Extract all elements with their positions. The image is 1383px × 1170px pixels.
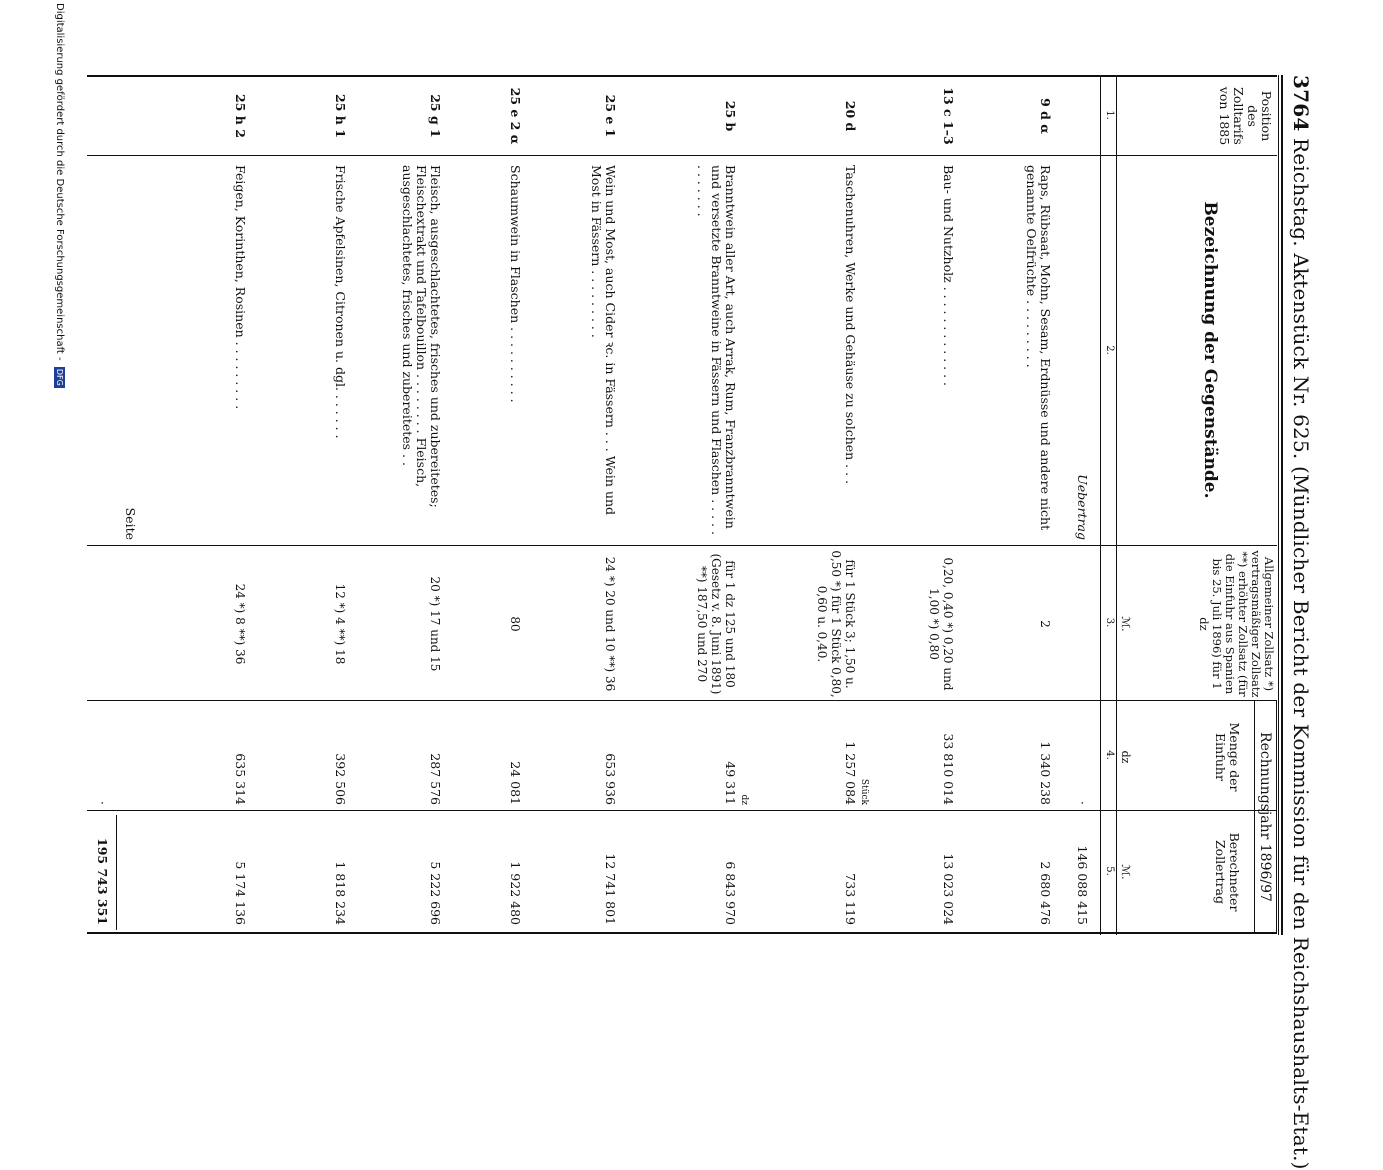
row-position: 20 d: [843, 100, 858, 132]
row-position: 25 h 2: [233, 94, 248, 138]
row-description: Wein und Most, auch Cider ꝛc. in Fässern . . . Wein und Most in Fässern . . . . . . . . .: [589, 165, 618, 516]
colnum-3: 3.: [1104, 617, 1115, 628]
total-quantity: ·: [95, 801, 110, 805]
row-amount: 13 023 024: [941, 853, 956, 925]
row-duty: 20 *) 17 und 15: [428, 576, 442, 672]
row-position: 25 b: [723, 100, 738, 132]
colnum-2: 2.: [1104, 345, 1115, 355]
row-amount: 1 818 234: [333, 861, 348, 925]
row-quantity-unit: dz: [739, 794, 749, 805]
header-rule: [1281, 75, 1283, 935]
row-position: 25 e 2 α: [508, 87, 523, 145]
header-description: Bezeichnung der Gegenstände.: [1200, 201, 1220, 499]
total-rule: [116, 815, 117, 930]
header-title: Reichstag. Aktenstück Nr. 625. (Mündlicher Bericht der Kommission für den Reichshaushalts-Etat.): [1289, 138, 1313, 1170]
table: [77, 75, 1277, 935]
row-description: Fleisch, ausgeschlachtetes, frisches und zubereitetes; Fleischextrakt und Tafelbouillon . . . . . . . . Fleisch, ausgeschlachtetes, frisches und zubereitetes . .: [400, 165, 443, 508]
row-position: 13 c 1–3: [941, 87, 956, 145]
row-quantity: 635 314: [233, 753, 248, 805]
unit-quantity: dz: [1119, 750, 1132, 764]
column-divider: [87, 155, 1277, 156]
row-description: Taschenuhren, Werke und Gehäuse zu solchen . . .: [843, 165, 858, 485]
table-border-left: [87, 75, 1277, 77]
row-duty: für 1 Stück 3; 1,50 u. 0,50 *) für 1 Stück 0,80, 0,60 u. 0,40.: [815, 550, 857, 698]
column-divider: [87, 700, 1277, 701]
unit-duty: ℳ.: [1119, 616, 1132, 632]
column-divider: [87, 545, 1277, 546]
header-quantity: Menge der Einfuhr: [1213, 722, 1242, 792]
year-group-rule: [1254, 700, 1255, 932]
row-description: Raps, Rübsaat, Mohn, Sesam, Erdnüsse und andere nicht genannte Oelfrüchte . . . . . . . . .: [1024, 165, 1053, 531]
colnum-5: 5.: [1104, 866, 1115, 876]
row-description: Schaumwein in Flaschen . . . . . . . . . .: [508, 165, 523, 403]
page-header: [1289, 75, 1313, 1170]
row-description: Branntwein aller Art, auch Arrak, Rum, Franzbranntwein und versetzte Branntweine in Fässern und Flaschen . . . . . . . . . . . .: [695, 165, 738, 535]
header-top: [1276, 700, 1277, 932]
row-duty: 24 *) 8 **) 36: [233, 583, 247, 665]
row-duty: 2: [1038, 620, 1052, 628]
row-quantity: 33 810 014: [941, 733, 956, 805]
row-duty: 80: [508, 616, 522, 632]
page-footer: [54, 3, 65, 388]
total-amount: 195 743 351: [95, 838, 110, 925]
column-divider: [87, 810, 1277, 811]
row-quantity: 1 340 238: [1038, 741, 1053, 805]
table-border-right: [87, 932, 1277, 934]
row-quantity: 49 311: [723, 761, 738, 805]
dfg-logo: DFG: [55, 368, 64, 386]
row-amount: 5 174 136: [233, 861, 248, 925]
row-duty: für 1 dz 125 und 180 (Gesetz v. 8. Juni 1891) **) 187,50 und 270: [695, 553, 737, 695]
row-quantity: 392 506: [333, 753, 348, 805]
row-quantity: 24 081: [508, 761, 523, 805]
row-quantity: 287 576: [428, 753, 443, 805]
row-position: 9 d α: [1038, 98, 1053, 134]
header-amount: Berechneter Zollertrag: [1213, 832, 1242, 912]
header-rule-thin: [1278, 75, 1279, 935]
footer-text: Digitalisierung gefördert durch die Deutsche Forschungsgemeinschaft -: [54, 3, 65, 361]
row-position: 25 g 1: [428, 94, 443, 138]
row-quantity: 1 257 084: [843, 741, 858, 805]
carry-quantity: ·: [1075, 801, 1090, 805]
row-duty: 12 *) 4 **) 18: [333, 583, 347, 665]
row-amount: 6 843 970: [723, 861, 738, 925]
page-number: 3764: [1289, 75, 1313, 132]
row-description: Bau- und Nutzholz . . . . . . . . . . . . .: [941, 165, 956, 387]
total-label: Seite: [123, 507, 138, 540]
row-quantity: 653 936: [603, 753, 618, 805]
colnum-rule: [1100, 75, 1101, 935]
header-year-group: Rechnungsjahr 1896/97: [1257, 732, 1273, 902]
colnum-4: 4.: [1104, 750, 1115, 760]
row-description: Feigen, Korinthen, Rosinen . . . . . . . . .: [233, 165, 248, 410]
row-amount: 12 741 801: [603, 853, 618, 925]
row-amount: 2 680 476: [1038, 861, 1053, 925]
row-duty: 0,20, 0,40 *) 0,20 und 1,00 *) 0,80: [927, 557, 955, 691]
unit-amount: ℳ.: [1119, 864, 1132, 880]
row-description: Frische Apfelsinen, Citronen u. dgl. . . . . . .: [333, 165, 348, 439]
row-quantity-unit: Stück: [859, 778, 869, 805]
header-position: Position des Zolltarifs von 1885: [1217, 86, 1274, 146]
header-row-rule: [1116, 75, 1117, 935]
carry-label: Uebertrag: [1075, 474, 1090, 540]
row-amount: 1 922 480: [508, 861, 523, 925]
row-position: 25 h 1: [333, 94, 348, 138]
row-amount: 5 222 696: [428, 861, 443, 925]
colnum-1: 1.: [1104, 110, 1115, 120]
row-amount: 733 119: [843, 873, 858, 925]
header-duty: Allgemeiner Zollsatz *) vertragsmäßiger Zollsatz **) erhöhter Zollsatz (für die Einfuhr aus Spanien bis 25. Juli 1896) für 1 dz: [1197, 550, 1276, 698]
carry-amount: 146 088 415: [1075, 845, 1090, 925]
row-duty: 24 *) 20 und 10 **) 36: [603, 556, 617, 692]
row-position: 25 e 1: [603, 94, 618, 138]
